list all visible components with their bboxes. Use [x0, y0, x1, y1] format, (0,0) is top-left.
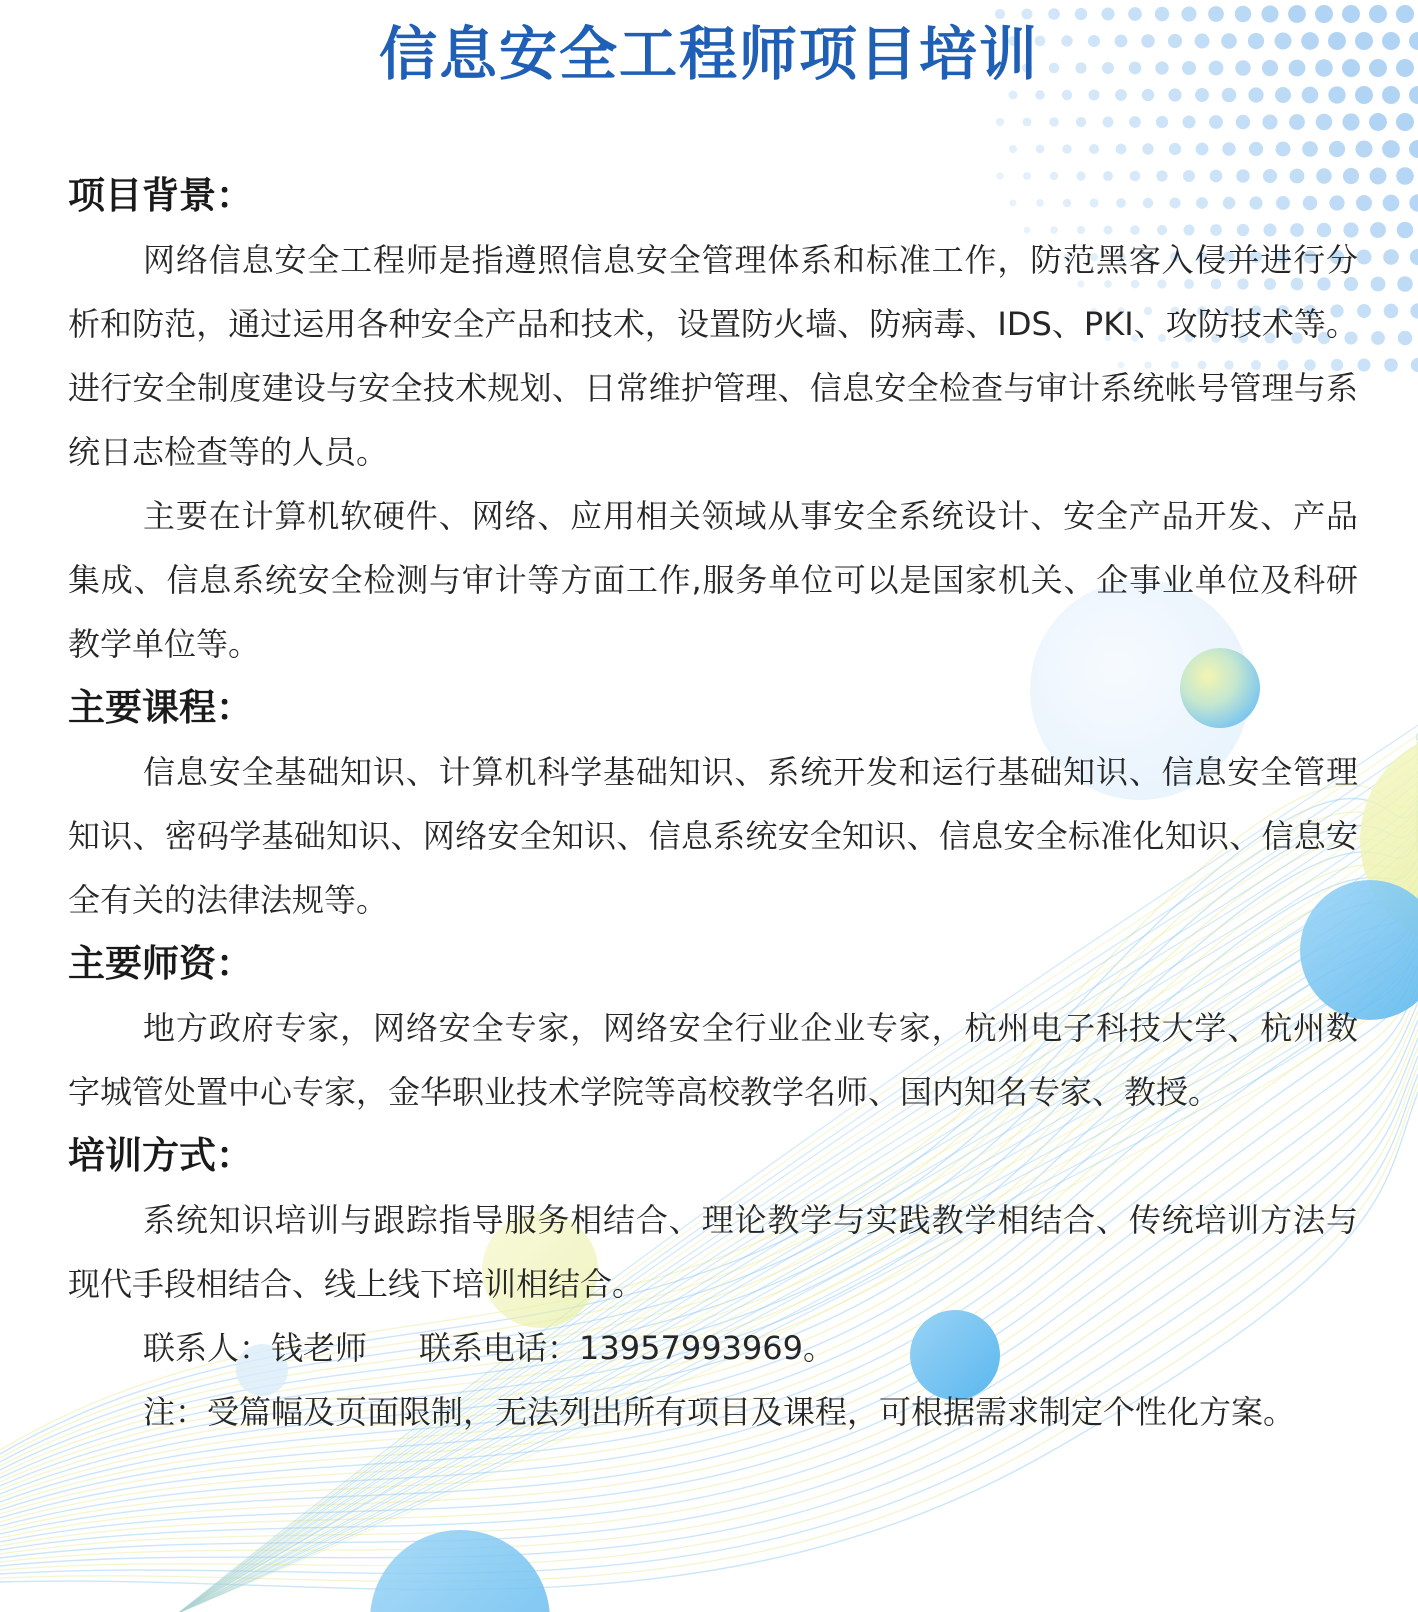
background-paragraph-2: 主要在计算机软硬件、网络、应用相关领域从事安全系统设计、安全产品开发、产品集成、信息系统安全检测与审计等方面工作,服务单位可以是国家机关、企事业单位及科研教学单位等。 — [68, 497, 1358, 663]
contact-phone: 13957993969。 — [579, 1329, 836, 1367]
flyer-body — [68, 164, 1358, 1444]
page-title: 信息安全工程师项目培训 — [378, 20, 1039, 88]
note-paragraph: 注：受篇幅及页面限制，无法列出所有项目及课程，可根据需求制定个性化方案。 — [143, 1393, 1296, 1431]
training-heading: 培训方式： — [68, 1134, 253, 1177]
contact-line — [68, 1316, 1358, 1380]
courses-heading: 主要课程： — [68, 686, 253, 729]
teachers-paragraph: 地方政府专家，网络安全专家，网络安全行业企业专家，杭州电子科技大学、杭州数字城管处置中心专家，金华职业技术学院等高校教学名师、国内知名专家、教授。 — [68, 1009, 1358, 1111]
background-heading: 项目背景： — [68, 174, 253, 217]
background-paragraph-1: 网络信息安全工程师是指遵照信息安全管理体系和标准工作，防范黑客入侵并进行分析和防范，通过运用各种安全产品和技术，设置防火墙、防病毒、IDS、PKI、攻防技术等。进行安全制度建设与安全技术规划、日常维护管理、信息安全检查与审计系统帐号管理与系统日志检查等的人员。 — [68, 241, 1358, 471]
contact-phone-label: 联系电话： — [419, 1329, 580, 1367]
contact-person: 钱老师 — [271, 1329, 368, 1367]
training-paragraph: 系统知识培训与跟踪指导服务相结合、理论教学与实践教学相结合、传统培训方法与现代手段相结合、线上线下培训相结合。 — [68, 1201, 1358, 1303]
courses-paragraph: 信息安全基础知识、计算机科学基础知识、系统开发和运行基础知识、信息安全管理知识、密码学基础知识、网络安全知识、信息系统安全知识、信息安全标准化知识、信息安全有关的法律法规等。 — [68, 753, 1358, 919]
contact-person-label: 联系人： — [143, 1329, 272, 1367]
teachers-heading: 主要师资： — [68, 942, 253, 985]
